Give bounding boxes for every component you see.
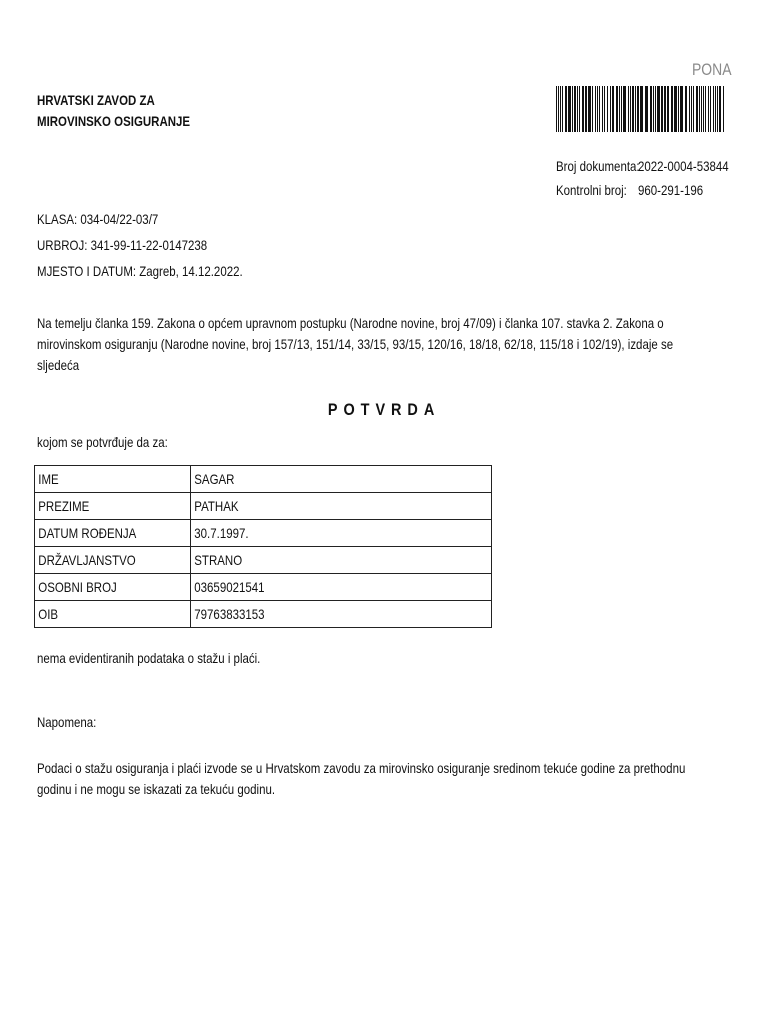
document-title-text: POTVRDA [327, 400, 441, 419]
barcode-bar [595, 86, 596, 132]
barcode-bar [705, 86, 706, 132]
no-info-text: nema evidentiranih podataka o stažu i plaći. [37, 650, 261, 666]
table-row [35, 601, 492, 628]
document-code-text: PONA [692, 60, 732, 79]
barcode-bar [616, 86, 618, 132]
value-drzavljanstvo: STRANO [194, 552, 243, 568]
barcode-bar [623, 86, 626, 132]
table-row [35, 520, 492, 547]
barcode-bar [657, 86, 660, 132]
barcode-bar [640, 86, 643, 132]
barcode-bar [667, 86, 669, 132]
control-number-value: 960-291-196 [638, 182, 704, 198]
barcode-bar [579, 86, 580, 132]
note-label [37, 714, 109, 730]
table-row [35, 493, 492, 520]
barcode-bar [630, 86, 631, 132]
key-osobni-broj: OSOBNI BROJ [38, 579, 117, 595]
barcode-bar [655, 86, 656, 132]
barcode-bar [628, 86, 629, 132]
barcode-bar [650, 86, 652, 132]
barcode-bar [562, 86, 563, 132]
barcode-bar [592, 86, 593, 132]
table-row [35, 466, 492, 493]
org-line-1: HRVATSKI ZAVOD ZA [37, 92, 155, 108]
document-code [692, 60, 740, 80]
control-number-row [556, 178, 756, 202]
barcode-bar [585, 86, 587, 132]
barcode-bar [565, 86, 567, 132]
barcode-bar [645, 86, 648, 132]
barcode-bar [703, 86, 704, 132]
barcode-bar [635, 86, 636, 132]
table-value-cell [191, 601, 492, 628]
person-table [34, 465, 492, 628]
barcode-bar [653, 86, 654, 132]
barcode-bar [710, 86, 711, 132]
urbroj: URBROJ: 341-99-11-22-0147238 [37, 237, 208, 253]
control-number-label: Kontrolni broj: [556, 182, 627, 198]
doc-number-row [556, 154, 756, 178]
barcode-bar [717, 86, 718, 132]
no-info-statement [37, 650, 309, 666]
note-label-text: Napomena: [37, 714, 97, 730]
barcode-bar [558, 86, 559, 132]
barcode-bar [699, 86, 700, 132]
barcode-bar [664, 86, 666, 132]
note-paragraph: Podaci o stažu osiguranja i plaći izvode se u Hrvatskom zavodu za mirovinsko osiguranje sredinom tekuće godine za prethodnu godinu i ne mogu se iskazati za tekuću godinu. [37, 760, 686, 797]
subtitle-text: kojom se potvrđuje da za: [37, 434, 168, 450]
barcode-bar [715, 86, 716, 132]
org-line-2: MIROVINSKO OSIGURANJE [37, 113, 191, 129]
barcode-bar [602, 86, 603, 132]
barcode-bar [610, 86, 611, 132]
document-info [556, 154, 756, 202]
barcode-bar [696, 86, 698, 132]
key-oib: OIB [38, 606, 59, 622]
klasa: KLASA: 034-04/22-03/7 [37, 211, 159, 227]
barcode-bar [678, 86, 679, 132]
key-prezime: PREZIME [38, 498, 90, 514]
barcode-bar [661, 86, 663, 132]
barcode-bar [599, 86, 600, 132]
value-prezime: PATHAK [194, 498, 239, 514]
table-value-cell [191, 574, 492, 601]
barcode-bar [607, 86, 608, 132]
value-oib: 79763833153 [194, 606, 265, 622]
subtitle [37, 434, 197, 450]
place-date: MJESTO I DATUM: Zagreb, 14.12.2022. [37, 263, 243, 279]
intro-paragraph: Na temelju članka 159. Zakona o općem upravnom postupku (Narodne novine, broj 47/09) i članka 107. stavka 2. Zakona o mirovinskom osiguranju (Narodne novine, broj 157/13, 151/14, 33/15, 93/15, 120/16, 18/18, 62/18, 115/18 i 102/19), izdaje se sljedeća [37, 315, 674, 373]
table-key-cell [35, 520, 191, 547]
value-osobni-broj: 03659021541 [194, 579, 265, 595]
barcode-bar [708, 86, 709, 132]
table-key-cell [35, 493, 191, 520]
document-meta [37, 206, 288, 284]
table-key-cell [35, 574, 191, 601]
table-key-cell [35, 547, 191, 574]
value-datum-rodenja: 30.7.1997. [194, 525, 249, 541]
table-value-cell [191, 520, 492, 547]
barcode-bar [689, 86, 690, 132]
barcode-bar [713, 86, 714, 132]
table-row [35, 547, 492, 574]
value-ime: SAGAR [194, 471, 235, 487]
barcode-bar [612, 86, 614, 132]
table-row [35, 574, 492, 601]
barcode-bar [560, 86, 561, 132]
barcode-bar [619, 86, 620, 132]
barcode-bar [691, 86, 692, 132]
barcode-bar [588, 86, 591, 132]
key-ime: IME [38, 471, 59, 487]
barcode [556, 86, 724, 132]
barcode-bar [719, 86, 721, 132]
barcode-bar [685, 86, 687, 132]
table-key-cell [35, 601, 191, 628]
barcode-bar [577, 86, 578, 132]
barcode-bar [693, 86, 694, 132]
barcode-bar [621, 86, 622, 132]
barcode-bar [637, 86, 639, 132]
organization-name [37, 90, 224, 132]
barcode-bar [582, 86, 584, 132]
barcode-bar [574, 86, 576, 132]
barcode-bar [604, 86, 605, 132]
table-value-cell [191, 547, 492, 574]
document-title [0, 400, 768, 420]
barcode-bar [568, 86, 571, 132]
table-value-cell [191, 466, 492, 493]
barcode-bar [572, 86, 573, 132]
table-value-cell [191, 493, 492, 520]
barcode-bar [701, 86, 702, 132]
doc-number-value: 2022-0004-53844 [638, 158, 729, 174]
table-key-cell [35, 466, 191, 493]
key-datum-rodenja: DATUM ROĐENJA [38, 525, 137, 541]
doc-number-label: Broj dokumenta: [556, 158, 640, 174]
barcode-bar [671, 86, 673, 132]
barcode-bar [556, 86, 557, 132]
barcode-bar [723, 86, 724, 132]
barcode-bar [597, 86, 598, 132]
barcode-bar [674, 86, 677, 132]
barcode-bar [632, 86, 634, 132]
barcode-bar [680, 86, 683, 132]
key-drzavljanstvo: DRŽAVLJANSTVO [38, 552, 136, 568]
